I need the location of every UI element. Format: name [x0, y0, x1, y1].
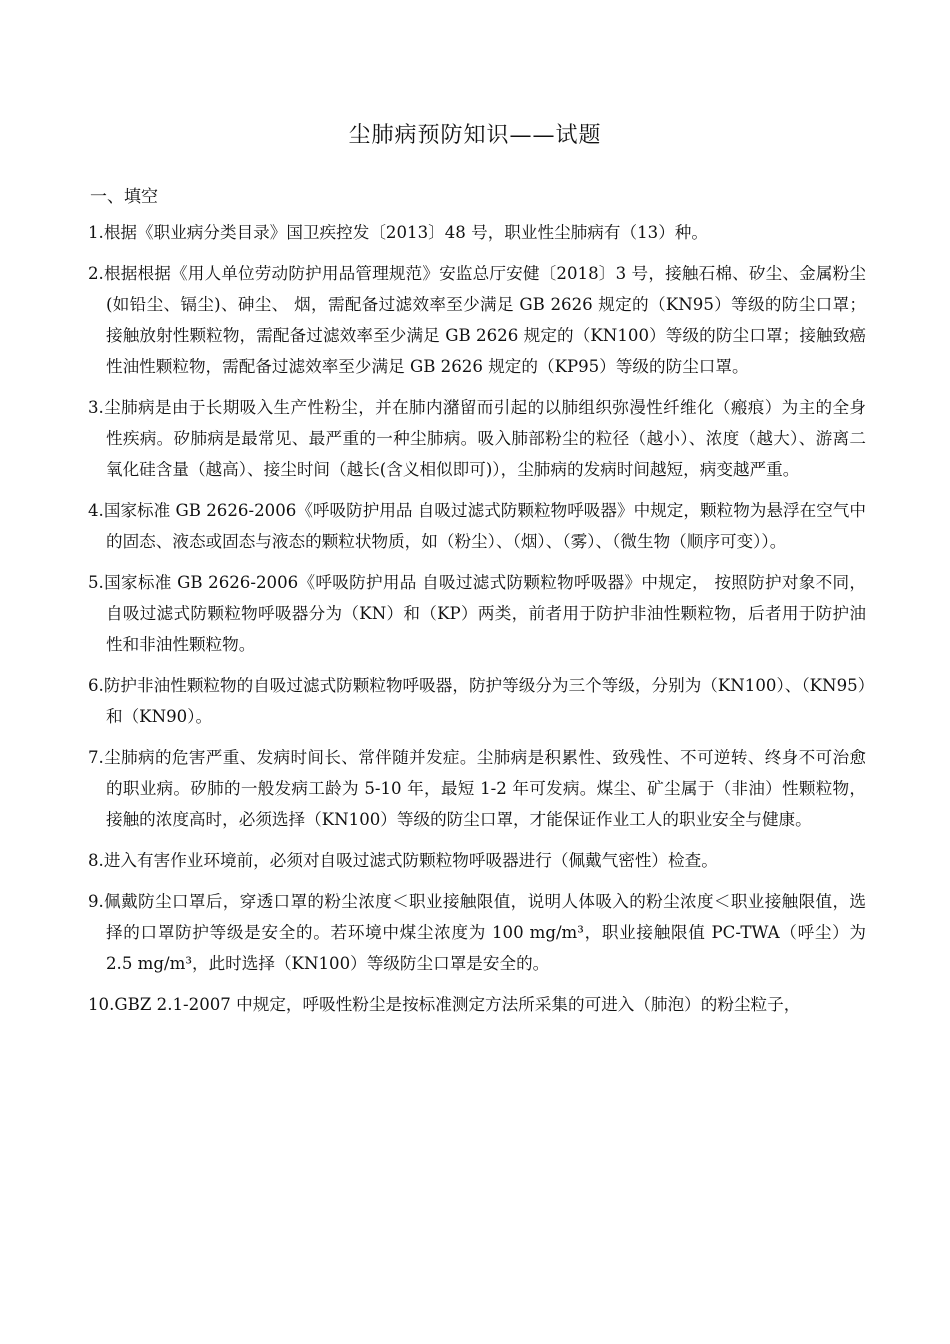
- question-item-7: 7.尘肺病的危害严重、发病时间长、常伴随并发症。尘肺病是积累性、致残性、不可逆转、终身不可治愈的职业病。矽肺的一般发病工龄为 5-10 年，最短 1-2 年可发病。煤尘、矿尘属于（非油）性颗粒物，接触的浓度高时，必须选择（KN100）等级的防尘口罩，才能保证作业工人的职业安全与健康。: [88, 748, 866, 829]
- question-item-5: 5.国家标准 GB 2626-2006《呼吸防护用品 自吸过滤式防颗粒物呼吸器》中规定， 按照防护对象不同，自吸过滤式防颗粒物呼吸器分为（KN）和（KP）两类，前者用于防护非油性颗粒物，后者用于防护油性和非油性颗粒物。: [88, 573, 866, 654]
- question-item-6: 6.防护非油性颗粒物的自吸过滤式防颗粒物呼吸器，防护等级分为三个等级，分别为（KN100）、（KN95）和（KN90）。: [88, 676, 866, 726]
- question-list: [88, 217, 866, 1030]
- page-title: 尘肺病预防知识——试题: [348, 123, 602, 148]
- question-item-4: 4.国家标准 GB 2626-2006《呼吸防护用品 自吸过滤式防颗粒物呼吸器》中规定，颗粒物为悬浮在空气中的固态、液态或固态与液态的颗粒状物质，如（粉尘）、（烟）、（雾）、（微生物（顺序可变））。: [88, 501, 866, 551]
- question-item-2: 2.根据根据《用人单位劳动防护用品管理规范》安监总厅安健〔2018〕3 号，接触石棉、矽尘、金属粉尘(如铅尘、镉尘)、砷尘、 烟，需配备过滤效率至少满足 GB 2626 规定的（KN95）等级的防尘口罩；接触放射性颗粒物，需配备过滤效率至少满足 GB 2626 规定的（KN100）等级的防尘口罩；接触致癌性油性颗粒物，需配备过滤效率至少满足 GB 2626 规定的（KP95）等级的防尘口罩。: [88, 264, 866, 376]
- section-heading: 一、填空: [90, 187, 158, 207]
- question-item-3: 3.尘肺病是由于长期吸入生产性粉尘，并在肺内潴留而引起的以肺组织弥漫性纤维化（瘢痕）为主的全身性疾病。矽肺病是最常见、最严重的一种尘肺病。吸入肺部粉尘的粒径（越小）、浓度（越大）、游离二氧化硅含量（越高）、接尘时间（越长(含义相似即可)），尘肺病的发病时间越短，病变越严重。: [88, 398, 866, 479]
- question-item-10: 10.GBZ 2.1-2007 中规定，呼吸性粉尘是按标准测定方法所采集的可进入（肺泡）的粉尘粒子，: [88, 995, 801, 1014]
- question-item-9: 9.佩戴防尘口罩后，穿透口罩的粉尘浓度＜职业接触限值，说明人体吸入的粉尘浓度＜职业接触限值，选择的口罩防护等级是安全的。若环境中煤尘浓度为 100 mg/m³，职业接触限值 PC-TWA（呼尘）为2.5 mg/m³，此时选择（KN100）等级防尘口罩是安全的。: [88, 892, 866, 973]
- question-item-1: 1.根据《职业病分类目录》国卫疾控发〔2013〕48 号，职业性尘肺病有（13）种。: [88, 223, 708, 242]
- question-item-8: 8.进入有害作业环境前，必须对自吸过滤式防颗粒物呼吸器进行（佩戴气密性）检查。: [88, 851, 718, 870]
